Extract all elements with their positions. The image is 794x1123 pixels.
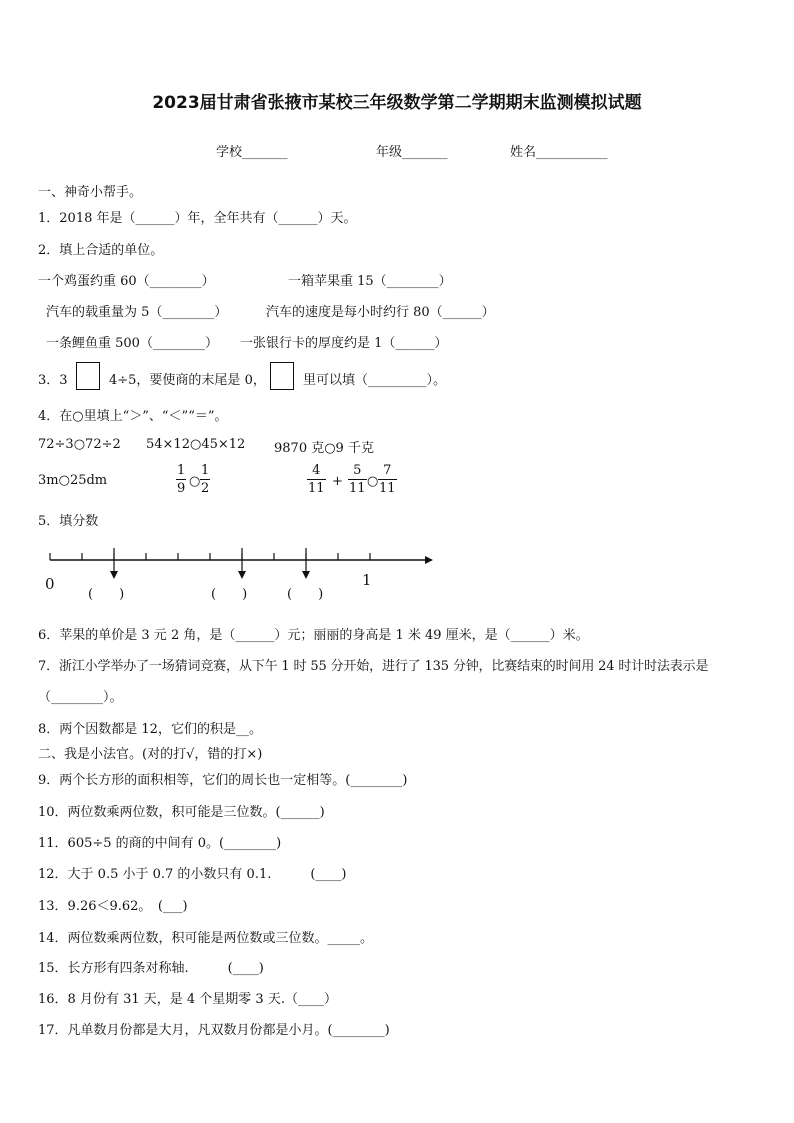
denominator: 11 [308,481,325,496]
question-7-answer: （________）。 [38,690,123,705]
denominator: 11 [379,481,396,496]
school-field: 学校_______ [216,145,288,160]
plus-sign: + [332,474,343,489]
question-12: 12．大于 0.5 小于 0.7 的小数只有 0.1. (____) [38,867,347,882]
question-7: 7．浙江小学举办了一场猜词竞赛，从下午 1 时 55 分开始，进行了 135 分钟，比赛结束的时间用 24 时计时法表示是 [38,659,709,674]
section-2-heading: 二、我是小法官。(对的打√，错的打×) [38,747,263,762]
question-9: 9．两个长方形的面积相等，它们的周长也一定相等。(________) [38,773,408,788]
compare-circle: ○ [367,474,379,489]
question-5: 5．填分数 [38,514,99,529]
number-line-blank: ( ) [287,587,324,602]
question-3-middle: 4÷5，要使商的末尾是 0， [109,373,266,388]
question-11: 11．605÷5 的商的中间有 0。(________) [38,836,282,851]
question-2a: 一个鸡蛋约重 60（________） [38,274,215,289]
question-17: 17．凡单数月份都是大月，凡双数月份都是小月。(________) [38,1023,390,1038]
question-3-prefix: 3．3 [38,373,68,388]
numerator: 7 [383,463,392,478]
down-arrow-icon [302,548,310,579]
question-3-suffix: 里可以填（_________）。 [303,373,447,388]
answer-box [270,362,294,390]
question-8: 8．两个因数都是 12，它们的积是__。 [38,722,262,737]
question-4: 4．在○里填上“＞”、“＜”“＝”。 [38,409,228,424]
question-13: 13．9.26＜9.62。 (___) [38,899,188,914]
question-15: 15．长方形有四条对称轴. (____) [38,961,264,976]
fraction-4-11 [307,463,326,496]
question-4a: 72÷3○72÷2 [38,437,121,452]
page-title: 2023届甘肃省张掖市某校三年级数学第二学期期末监测模拟试题 [152,93,642,113]
number-line-blank: ( ) [88,587,125,602]
fraction-7-11 [378,463,397,496]
fraction-1-9 [176,463,186,496]
question-10: 10．两位数乘两位数，积可能是三位数。(______) [38,805,325,820]
numerator: 5 [353,463,362,478]
question-4d: 3m○25dm [38,473,108,488]
question-1: 1．2018 年是（______）年，全年共有（______）天。 [38,211,357,226]
question-4b: 54×12○45×12 [146,437,246,452]
number-line-start-label: 0 [45,575,55,593]
question-16: 16．8 月份有 31 天，是 4 个星期零 3 天.（____） [38,992,337,1007]
number-line-end-label: 1 [362,571,372,589]
question-14: 14．两位数乘两位数，积可能是两位数或三位数。_____。 [38,931,374,946]
number-line-arrowhead [425,556,433,564]
grade-field: 年级_______ [376,145,448,160]
name-field: 姓名___________ [510,145,608,160]
number-line [40,540,440,585]
down-arrow-icon [238,548,246,579]
numerator: 1 [177,463,186,478]
question-2: 2．填上合适的单位。 [38,243,164,258]
question-2e: 一条鲤鱼重 500（________） [46,336,218,351]
number-line-blank: ( ) [211,587,248,602]
compare-circle: ○ [189,474,201,489]
numerator: 1 [201,463,210,478]
answer-box [76,362,100,390]
question-6: 6．苹果的单价是 3 元 2 角，是（______）元；丽丽的身高是 1 米 49 厘米，是（______）米。 [38,628,589,643]
denominator: 2 [201,481,210,496]
denominator: 11 [349,481,366,496]
question-2d: 汽车的速度是每小时约行 80（______） [266,305,495,320]
numerator: 4 [312,463,321,478]
question-4c: 9870 克○9 千克 [274,441,374,456]
question-2f: 一张银行卡的厚度约是 1（______） [240,336,448,351]
fraction-1-2 [200,463,210,496]
denominator: 9 [177,481,186,496]
down-arrow-icon [110,548,118,579]
fraction-5-11 [348,463,367,496]
question-2b: 一箱苹果重 15（________） [288,274,452,289]
number-line-ticks [50,553,370,560]
question-2c: 汽车的载重量为 5（________） [46,305,228,320]
section-1-heading: 一、神奇小帮手。 [38,185,143,200]
